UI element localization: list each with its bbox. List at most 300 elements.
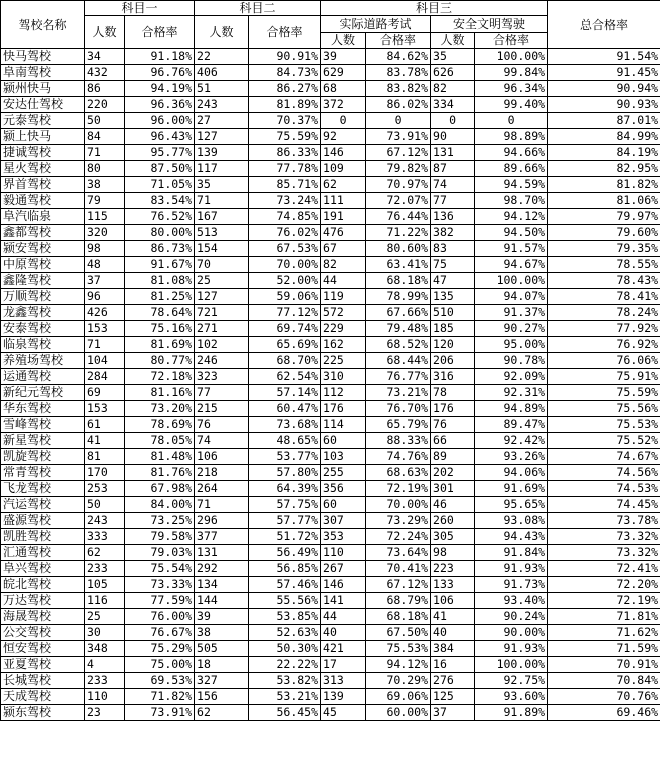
- safe-driving-count-cell: 176: [431, 401, 475, 417]
- table-row: [1, 353, 660, 369]
- school-name-cell: 万达驾校: [1, 593, 85, 609]
- school-name-cell: 颍安驾校: [1, 241, 85, 257]
- school-name-cell: 长城驾校: [1, 673, 85, 689]
- road-test-count-cell: 372: [321, 97, 366, 113]
- road-test-count-cell: 629: [321, 65, 366, 81]
- subject1-count-cell: 48: [85, 257, 125, 273]
- subject2-count-cell: 106: [195, 449, 249, 465]
- road-test-count-cell: 119: [321, 289, 366, 305]
- subject1-count-cell: 50: [85, 497, 125, 513]
- safe-driving-rate-cell: 94.43%: [475, 529, 548, 545]
- safe-driving-rate-cell: 95.00%: [475, 337, 548, 353]
- safe-driving-count-cell: 46: [431, 497, 475, 513]
- subject2-count-cell: 513: [195, 225, 249, 241]
- subject2-rate-cell: 68.70%: [249, 353, 321, 369]
- safe-driving-rate-cell: 98.70%: [475, 193, 548, 209]
- safe-driving-header: 安全文明驾驶: [431, 16, 548, 33]
- safe-driving-rate-cell: 93.08%: [475, 513, 548, 529]
- subject1-rate-cell: 96.36%: [125, 97, 195, 113]
- safe-driving-count-cell: 223: [431, 561, 475, 577]
- road-test-rate-cell: 69.06%: [366, 689, 431, 705]
- subject2-count-cell: 296: [195, 513, 249, 529]
- road-test-rate-cell: 73.91%: [366, 129, 431, 145]
- safe-driving-count-cell: 98: [431, 545, 475, 561]
- table-row: [1, 369, 660, 385]
- subject2-rate-cell: 73.68%: [249, 417, 321, 433]
- table-row: [1, 529, 660, 545]
- subject1-count-cell: 153: [85, 401, 125, 417]
- subject1-count-cell: 25: [85, 609, 125, 625]
- school-name-cell: 雪峰驾校: [1, 417, 85, 433]
- subject1-count-cell: 62: [85, 545, 125, 561]
- subject2-count-cell: 62: [195, 705, 249, 721]
- safe-driving-rate-cell: 92.09%: [475, 369, 548, 385]
- total-rate-cell: 76.06%: [548, 353, 660, 369]
- road-test-count-cell: 176: [321, 401, 366, 417]
- safe-driving-rate-cell: 95.65%: [475, 497, 548, 513]
- subject2-count-cell: 505: [195, 641, 249, 657]
- subject2-rate-cell: 62.54%: [249, 369, 321, 385]
- subject1-rate-cell: 75.00%: [125, 657, 195, 673]
- subject1-rate-cell: 73.20%: [125, 401, 195, 417]
- total-rate-cell: 82.95%: [548, 161, 660, 177]
- table-row: [1, 321, 660, 337]
- safe-driving-rate-cell: 93.60%: [475, 689, 548, 705]
- safe-driving-rate-cell: 92.42%: [475, 433, 548, 449]
- subject1-rate-cell: 81.48%: [125, 449, 195, 465]
- road-test-count-cell: 60: [321, 497, 366, 513]
- subject2-count-header: 人数: [195, 16, 249, 49]
- table-row: [1, 225, 660, 241]
- school-name-cell: 公交驾校: [1, 625, 85, 641]
- safe-driving-count-cell: 316: [431, 369, 475, 385]
- road-test-count-cell: 82: [321, 257, 366, 273]
- road-test-count-cell: 114: [321, 417, 366, 433]
- subject2-rate-cell: 86.33%: [249, 145, 321, 161]
- subject2-count-cell: 22: [195, 49, 249, 65]
- subject1-rate-cell: 87.50%: [125, 161, 195, 177]
- safe-driving-rate-header: 合格率: [475, 33, 548, 49]
- total-rate-cell: 91.45%: [548, 65, 660, 81]
- safe-driving-count-header: 人数: [431, 33, 475, 49]
- subject2-rate-cell: 56.45%: [249, 705, 321, 721]
- school-name-cell: 临泉驾校: [1, 337, 85, 353]
- subject2-count-cell: 131: [195, 545, 249, 561]
- table-row: [1, 241, 660, 257]
- table-row: [1, 273, 660, 289]
- safe-driving-rate-cell: 94.12%: [475, 209, 548, 225]
- subject2-rate-cell: 55.56%: [249, 593, 321, 609]
- subject3-header: 科目三: [321, 1, 548, 16]
- school-name-cell: 飞龙驾校: [1, 481, 85, 497]
- table-row: [1, 129, 660, 145]
- subject2-count-cell: 18: [195, 657, 249, 673]
- safe-driving-count-cell: 75: [431, 257, 475, 273]
- school-name-cell: 凯旋驾校: [1, 449, 85, 465]
- subject1-rate-cell: 67.98%: [125, 481, 195, 497]
- road-test-rate-cell: 73.21%: [366, 385, 431, 401]
- total-rate-cell: 79.97%: [548, 209, 660, 225]
- subject2-rate-cell: 56.85%: [249, 561, 321, 577]
- road-test-count-cell: 191: [321, 209, 366, 225]
- subject1-count-cell: 41: [85, 433, 125, 449]
- total-rate-cell: 87.01%: [548, 113, 660, 129]
- subject1-rate-cell: 72.18%: [125, 369, 195, 385]
- subject2-count-cell: 243: [195, 97, 249, 113]
- road-test-rate-cell: 68.44%: [366, 353, 431, 369]
- school-name-cell: 星火驾校: [1, 161, 85, 177]
- total-rate-cell: 75.59%: [548, 385, 660, 401]
- subject1-rate-cell: 81.08%: [125, 273, 195, 289]
- subject2-count-cell: 39: [195, 609, 249, 625]
- subject1-rate-cell: 75.29%: [125, 641, 195, 657]
- road-test-count-cell: 353: [321, 529, 366, 545]
- safe-driving-rate-cell: 98.89%: [475, 129, 548, 145]
- safe-driving-rate-cell: 94.07%: [475, 289, 548, 305]
- subject1-count-cell: 253: [85, 481, 125, 497]
- road-test-count-cell: 17: [321, 657, 366, 673]
- subject2-count-cell: 144: [195, 593, 249, 609]
- table-row: [1, 465, 660, 481]
- subject2-rate-cell: 90.91%: [249, 49, 321, 65]
- subject1-count-cell: 110: [85, 689, 125, 705]
- road-test-rate-cell: 67.12%: [366, 145, 431, 161]
- subject1-count-cell: 432: [85, 65, 125, 81]
- table-row: [1, 289, 660, 305]
- safe-driving-count-cell: 16: [431, 657, 475, 673]
- total-rate-cell: 74.45%: [548, 497, 660, 513]
- total-rate-cell: 72.41%: [548, 561, 660, 577]
- table-row: [1, 257, 660, 273]
- safe-driving-count-cell: 74: [431, 177, 475, 193]
- subject1-count-cell: 348: [85, 641, 125, 657]
- table-row: [1, 337, 660, 353]
- subject2-rate-cell: 69.74%: [249, 321, 321, 337]
- subject2-count-cell: 51: [195, 81, 249, 97]
- road-test-rate-cell: 88.33%: [366, 433, 431, 449]
- school-name-cell: 养殖场驾校: [1, 353, 85, 369]
- school-name-cell: 界首驾校: [1, 177, 85, 193]
- subject2-count-cell: 76: [195, 417, 249, 433]
- road-test-rate-cell: 68.18%: [366, 609, 431, 625]
- subject1-count-cell: 116: [85, 593, 125, 609]
- safe-driving-count-cell: 202: [431, 465, 475, 481]
- subject1-rate-cell: 81.25%: [125, 289, 195, 305]
- safe-driving-count-cell: 77: [431, 193, 475, 209]
- subject2-count-cell: 134: [195, 577, 249, 593]
- road-test-count-cell: 60: [321, 433, 366, 449]
- school-name-cell: 新星驾校: [1, 433, 85, 449]
- school-name-cell: 颍东驾校: [1, 705, 85, 721]
- subject1-count-cell: 333: [85, 529, 125, 545]
- total-rate-cell: 73.32%: [548, 529, 660, 545]
- school-name-cell: 快马驾校: [1, 49, 85, 65]
- road-test-count-cell: 68: [321, 81, 366, 97]
- table-header: [1, 1, 660, 49]
- total-rate-cell: 75.91%: [548, 369, 660, 385]
- subject2-rate-cell: 53.77%: [249, 449, 321, 465]
- subject2-rate-cell: 60.47%: [249, 401, 321, 417]
- school-name-cell: 捷诚驾校: [1, 145, 85, 161]
- safe-driving-rate-cell: 93.26%: [475, 449, 548, 465]
- table-row: [1, 673, 660, 689]
- road-test-rate-cell: 72.19%: [366, 481, 431, 497]
- subject2-count-cell: 71: [195, 497, 249, 513]
- safe-driving-rate-cell: 92.31%: [475, 385, 548, 401]
- total-rate-cell: 70.91%: [548, 657, 660, 673]
- safe-driving-rate-cell: 99.84%: [475, 65, 548, 81]
- subject1-rate-cell: 73.33%: [125, 577, 195, 593]
- school-name-cell: 海晟驾校: [1, 609, 85, 625]
- subject2-count-cell: 74: [195, 433, 249, 449]
- road-test-count-header: 人数: [321, 33, 366, 49]
- subject1-rate-cell: 77.59%: [125, 593, 195, 609]
- safe-driving-count-cell: 125: [431, 689, 475, 705]
- total-rate-cell: 76.92%: [548, 337, 660, 353]
- safe-driving-rate-cell: 0: [475, 113, 548, 129]
- road-test-count-cell: 572: [321, 305, 366, 321]
- total-rate-cell: 84.19%: [548, 145, 660, 161]
- table-row: [1, 417, 660, 433]
- subject1-count-cell: 80: [85, 161, 125, 177]
- total-rate-cell: 81.82%: [548, 177, 660, 193]
- total-rate-cell: 72.19%: [548, 593, 660, 609]
- safe-driving-rate-cell: 94.89%: [475, 401, 548, 417]
- school-name-cell: 汇通驾校: [1, 545, 85, 561]
- table-row: [1, 481, 660, 497]
- total-rate-cell: 79.60%: [548, 225, 660, 241]
- subject1-count-cell: 243: [85, 513, 125, 529]
- school-name-cell: 皖北驾校: [1, 577, 85, 593]
- school-name-cell: 龙鑫驾校: [1, 305, 85, 321]
- table-row: [1, 657, 660, 673]
- school-name-cell: 天成驾校: [1, 689, 85, 705]
- subject2-rate-cell: 50.30%: [249, 641, 321, 657]
- subject2-rate-cell: 73.24%: [249, 193, 321, 209]
- school-name-cell: 颍州快马: [1, 81, 85, 97]
- safe-driving-rate-cell: 91.84%: [475, 545, 548, 561]
- subject1-rate-cell: 75.16%: [125, 321, 195, 337]
- subject2-count-cell: 127: [195, 289, 249, 305]
- subject2-count-cell: 215: [195, 401, 249, 417]
- subject1-count-cell: 426: [85, 305, 125, 321]
- road-test-count-cell: 109: [321, 161, 366, 177]
- road-test-rate-cell: 76.70%: [366, 401, 431, 417]
- school-name-cell: 华东驾校: [1, 401, 85, 417]
- safe-driving-rate-cell: 94.50%: [475, 225, 548, 241]
- subject1-count-cell: 170: [85, 465, 125, 481]
- subject1-count-cell: 233: [85, 561, 125, 577]
- school-name-cell: 新纪元驾校: [1, 385, 85, 401]
- road-test-count-cell: 356: [321, 481, 366, 497]
- safe-driving-count-cell: 40: [431, 625, 475, 641]
- safe-driving-rate-cell: 94.67%: [475, 257, 548, 273]
- road-test-count-cell: 229: [321, 321, 366, 337]
- table-row: [1, 577, 660, 593]
- subject2-count-cell: 102: [195, 337, 249, 353]
- safe-driving-count-cell: 35: [431, 49, 475, 65]
- safe-driving-rate-cell: 89.66%: [475, 161, 548, 177]
- road-test-rate-cell: 65.79%: [366, 417, 431, 433]
- road-test-rate-cell: 73.29%: [366, 513, 431, 529]
- safe-driving-count-cell: 83: [431, 241, 475, 257]
- safe-driving-count-cell: 276: [431, 673, 475, 689]
- table-row: [1, 641, 660, 657]
- road-test-rate-cell: 68.63%: [366, 465, 431, 481]
- subject2-rate-cell: 53.85%: [249, 609, 321, 625]
- safe-driving-count-cell: 260: [431, 513, 475, 529]
- subject1-rate-header: 合格率: [125, 16, 195, 49]
- safe-driving-count-cell: 135: [431, 289, 475, 305]
- road-test-rate-cell: 84.62%: [366, 49, 431, 65]
- road-test-rate-cell: 76.44%: [366, 209, 431, 225]
- subject2-rate-cell: 57.46%: [249, 577, 321, 593]
- table-row: [1, 545, 660, 561]
- road-test-count-cell: 44: [321, 609, 366, 625]
- subject2-rate-cell: 76.02%: [249, 225, 321, 241]
- table-row: [1, 305, 660, 321]
- table-row: [1, 385, 660, 401]
- subject1-count-cell: 104: [85, 353, 125, 369]
- road-test-rate-cell: 68.52%: [366, 337, 431, 353]
- subject1-count-cell: 37: [85, 273, 125, 289]
- subject1-rate-cell: 76.67%: [125, 625, 195, 641]
- school-name-cell: 运通驾校: [1, 369, 85, 385]
- subject1-count-cell: 23: [85, 705, 125, 721]
- subject1-count-cell: 4: [85, 657, 125, 673]
- subject2-rate-cell: 67.53%: [249, 241, 321, 257]
- subject1-rate-cell: 83.54%: [125, 193, 195, 209]
- safe-driving-rate-cell: 90.78%: [475, 353, 548, 369]
- safe-driving-rate-cell: 94.59%: [475, 177, 548, 193]
- safe-driving-count-cell: 106: [431, 593, 475, 609]
- total-rate-cell: 70.84%: [548, 673, 660, 689]
- subject2-rate-header: 合格率: [249, 16, 321, 49]
- total-rate-cell: 81.06%: [548, 193, 660, 209]
- table-row: [1, 625, 660, 641]
- road-test-count-cell: 255: [321, 465, 366, 481]
- road-test-rate-cell: 72.24%: [366, 529, 431, 545]
- total-rate-cell: 75.56%: [548, 401, 660, 417]
- road-test-count-cell: 92: [321, 129, 366, 145]
- safe-driving-rate-cell: 92.75%: [475, 673, 548, 689]
- safe-driving-rate-cell: 91.57%: [475, 241, 548, 257]
- road-test-count-cell: 146: [321, 577, 366, 593]
- road-test-count-cell: 0: [321, 113, 366, 129]
- subject2-rate-cell: 51.72%: [249, 529, 321, 545]
- road-test-count-cell: 45: [321, 705, 366, 721]
- subject1-count-cell: 105: [85, 577, 125, 593]
- total-rate-cell: 77.92%: [548, 321, 660, 337]
- road-test-rate-cell: 71.22%: [366, 225, 431, 241]
- subject1-rate-cell: 96.76%: [125, 65, 195, 81]
- subject2-rate-cell: 75.59%: [249, 129, 321, 145]
- table-row: [1, 513, 660, 529]
- school-name-cell: 阜南驾校: [1, 65, 85, 81]
- table-row: [1, 145, 660, 161]
- total-rate-cell: 73.78%: [548, 513, 660, 529]
- total-rate-cell: 73.32%: [548, 545, 660, 561]
- road-test-count-cell: 421: [321, 641, 366, 657]
- safe-driving-rate-cell: 100.00%: [475, 657, 548, 673]
- safe-driving-rate-cell: 99.40%: [475, 97, 548, 113]
- school-name-cell: 中原驾校: [1, 257, 85, 273]
- school-name-cell: 安达仕驾校: [1, 97, 85, 113]
- subject1-count-header: 人数: [85, 16, 125, 49]
- subject1-rate-cell: 95.77%: [125, 145, 195, 161]
- subject2-count-cell: 327: [195, 673, 249, 689]
- subject1-count-cell: 84: [85, 129, 125, 145]
- safe-driving-rate-cell: 91.93%: [475, 561, 548, 577]
- subject1-rate-cell: 81.16%: [125, 385, 195, 401]
- total-rate-cell: 91.54%: [548, 49, 660, 65]
- total-rate-cell: 71.81%: [548, 609, 660, 625]
- subject1-header: 科目一: [85, 1, 195, 16]
- total-rate-cell: 90.94%: [548, 81, 660, 97]
- road-test-rate-cell: 83.82%: [366, 81, 431, 97]
- subject1-rate-cell: 78.05%: [125, 433, 195, 449]
- safe-driving-rate-cell: 100.00%: [475, 49, 548, 65]
- road-test-rate-cell: 76.77%: [366, 369, 431, 385]
- road-test-count-cell: 307: [321, 513, 366, 529]
- subject1-rate-cell: 73.25%: [125, 513, 195, 529]
- table-row: [1, 705, 660, 721]
- subject1-count-cell: 86: [85, 81, 125, 97]
- school-name-cell: 鑫都驾校: [1, 225, 85, 241]
- subject1-count-cell: 71: [85, 145, 125, 161]
- safe-driving-rate-cell: 89.47%: [475, 417, 548, 433]
- school-name-cell: 阜汽临泉: [1, 209, 85, 225]
- table-row: [1, 113, 660, 129]
- road-test-rate-cell: 70.97%: [366, 177, 431, 193]
- safe-driving-rate-cell: 94.06%: [475, 465, 548, 481]
- total-rate-cell: 74.67%: [548, 449, 660, 465]
- total-rate-cell: 78.24%: [548, 305, 660, 321]
- safe-driving-count-cell: 47: [431, 273, 475, 289]
- road-test-count-cell: 110: [321, 545, 366, 561]
- subject2-count-cell: 156: [195, 689, 249, 705]
- subject1-rate-cell: 73.91%: [125, 705, 195, 721]
- road-test-count-cell: 476: [321, 225, 366, 241]
- total-rate-cell: 74.56%: [548, 465, 660, 481]
- table-row: [1, 593, 660, 609]
- road-test-rate-cell: 80.60%: [366, 241, 431, 257]
- safe-driving-count-cell: 41: [431, 609, 475, 625]
- road-test-count-cell: 44: [321, 273, 366, 289]
- school-name-header: 驾校名称: [1, 1, 85, 49]
- school-name-cell: 汽运驾校: [1, 497, 85, 513]
- road-test-count-cell: 67: [321, 241, 366, 257]
- subject1-rate-cell: 78.64%: [125, 305, 195, 321]
- subject1-count-cell: 284: [85, 369, 125, 385]
- road-test-count-cell: 313: [321, 673, 366, 689]
- subject2-count-cell: 71: [195, 193, 249, 209]
- total-rate-cell: 78.55%: [548, 257, 660, 273]
- road-test-rate-cell: 86.02%: [366, 97, 431, 113]
- total-rate-cell: 71.62%: [548, 625, 660, 641]
- subject2-rate-cell: 84.73%: [249, 65, 321, 81]
- subject2-rate-cell: 59.06%: [249, 289, 321, 305]
- road-test-rate-cell: 75.53%: [366, 641, 431, 657]
- total-rate-cell: 84.99%: [548, 129, 660, 145]
- subject2-rate-cell: 57.77%: [249, 513, 321, 529]
- road-test-rate-cell: 94.12%: [366, 657, 431, 673]
- table-row: [1, 561, 660, 577]
- school-name-cell: 元泰驾校: [1, 113, 85, 129]
- safe-driving-count-cell: 334: [431, 97, 475, 113]
- road-test-rate-cell: 83.78%: [366, 65, 431, 81]
- subject2-count-cell: 271: [195, 321, 249, 337]
